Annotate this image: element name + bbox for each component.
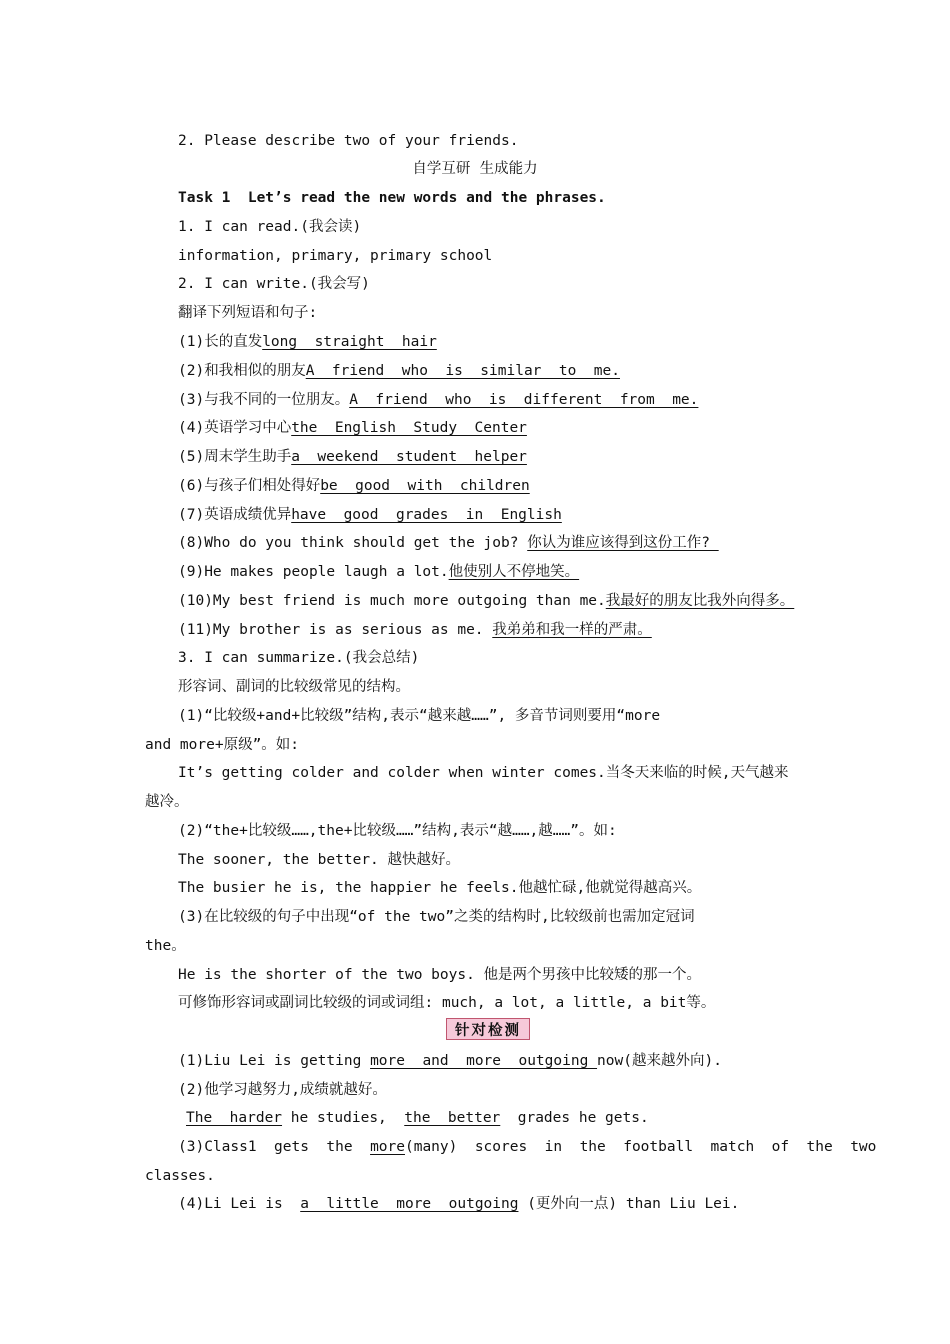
text-segment: (9)He makes people laugh a lot. [178,564,449,580]
sentence-9 [178,562,579,582]
answer: The harder [186,1110,283,1126]
rule-1-line-1: (1)“比较级+and+比较级”结构,表示“越来越……”, 多音节词则要用“more [178,708,661,724]
rule-2-example-1: The sooner, the better. 越快越好。 [178,852,461,868]
rule-1-example: It’s getting colder and colder when winter comes.当冬天来临的时候,天气越来 [178,765,789,781]
phrase-4 [178,418,527,438]
answer: 他使别人不停地笑。 [448,564,580,580]
read-words: information, primary, primary school [178,248,493,264]
answer: more [370,1139,405,1155]
text-segment: (many) scores in the football match of the two [404,1139,877,1155]
text-segment: (7)英语成绩优异 [178,507,292,523]
text-segment: (5)周末学生助手 [178,449,292,465]
text-segment: (4)Li Lei is [178,1196,301,1212]
text-segment: (3)与我不同的一位朋友。 [178,392,350,408]
answer: long straight hair [262,334,437,350]
phrase-6 [178,476,530,496]
text-segment: (6)与孩子们相处得好 [178,478,321,494]
answer: 你认为谁应该得到这份工作? [527,535,719,551]
rule-3-line-1: (3)在比较级的句子中出现“of the two”之类的结构时,比较级前也需加定冠词 [178,909,695,925]
phrase-1 [178,332,437,352]
sentence-10 [178,591,794,611]
phrase-3 [178,390,698,410]
answer: the better [404,1110,501,1126]
practice-badge: 针对检测 [446,1018,530,1040]
summarize-intro: 形容词、副词的比较级常见的结构。 [178,679,410,695]
answer: the English Study Center [291,420,527,436]
text-segment: (3)Class1 gets the [178,1139,371,1155]
answer: 我弟弟和我一样的严肃。 [492,622,652,638]
exercise-1 [178,1051,722,1071]
text-segment: he studies, [282,1110,405,1126]
text-segment: (1)Liu Lei is getting [178,1053,371,1069]
answer: a weekend student helper [291,449,527,465]
text-segment: (1)长的直发 [178,334,263,350]
modifiers-note: 可修饰形容词或副词比较级的词或词组: much, a lot, a little, a bit等。 [178,995,716,1011]
text-segment: (更外向一点) than Liu Lei. [518,1196,740,1212]
exercise-2-answer [186,1108,649,1128]
read-title: 1. I can read.(我会读) [178,219,362,235]
write-title: 2. I can write.(我会写) [178,276,370,292]
answer: more and more outgoing [370,1053,598,1069]
answer: have good grades in English [291,507,562,523]
exercise-3-cont: classes. [145,1168,215,1184]
question-2: 2. Please describe two of your friends. [178,133,519,149]
exercise-3 [178,1137,876,1157]
task-1-title: Task 1 Let’s read the new words and the phrases. [178,190,606,206]
answer: a little more outgoing [300,1196,519,1212]
rule-2-line-1: (2)“the+比较级……,the+比较级……”结构,表示“越……,越……”。如: [178,823,617,839]
exercise-4 [178,1194,739,1214]
rule-3-example: He is the shorter of the two boys. 他是两个男孩中比较矮的那一个。 [178,967,702,983]
rule-3-line-2: the。 [145,938,186,954]
phrase-5 [178,447,527,467]
translate-instruction: 翻译下列短语和句子: [178,305,318,321]
text-segment: (2)和我相似的朋友 [178,363,306,379]
text-segment: (4)英语学习中心 [178,420,292,436]
phrase-7 [178,505,562,525]
sentence-11 [178,620,652,640]
answer: be good with children [320,478,530,494]
rule-2-example-2: The busier he is, the happier he feels.他越忙碌,他就觉得越高兴。 [178,880,702,896]
answer: A friend who is different from me. [349,392,699,408]
text-segment: grades he gets. [500,1110,649,1126]
summarize-title: 3. I can summarize.(我会总结) [178,650,420,666]
section-heading: 自学互研 生成能力 [412,161,538,177]
text-segment: (8)Who do you think should get the job? [178,535,528,551]
sentence-8 [178,533,719,553]
text-segment: (10)My best friend is much more outgoing than me. [178,593,606,609]
text-segment: now(越来越外向). [597,1053,722,1069]
rule-1-example-cont: 越冷。 [145,794,189,810]
rule-1-line-2: and more+原级”。如: [145,737,300,753]
text-segment: (11)My brother is as serious as me. [178,622,493,638]
phrase-2 [178,361,620,381]
answer: A friend who is similar to me. [305,363,620,379]
answer: 我最好的朋友比我外向得多。 [605,593,795,609]
exercise-2-question: (2)他学习越努力,成绩就越好。 [178,1082,387,1098]
